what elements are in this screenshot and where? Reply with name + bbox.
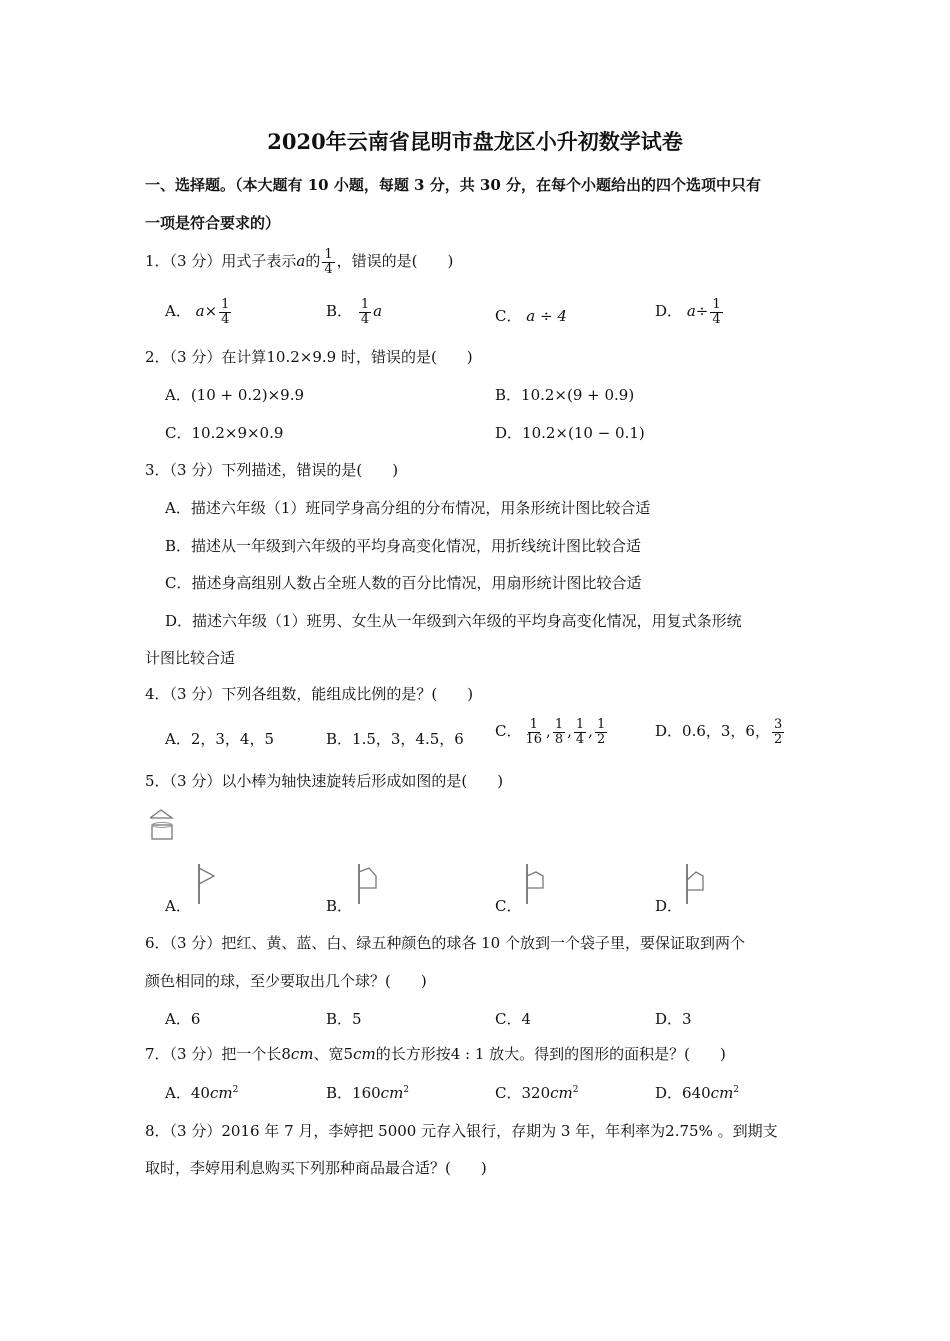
q4-c-frac-3-num: 1 <box>575 717 585 732</box>
flag-pentagon-icon[interactable] <box>354 862 382 906</box>
q2-option-b[interactable]: B．10.2×(9 + 0.9) <box>495 386 635 404</box>
q1-option-b-den: 4 <box>360 311 370 327</box>
q1-option-c-label: C． <box>495 307 522 325</box>
q7-option-b-value: 160 <box>352 1084 381 1102</box>
q1-frac-den: 4 <box>324 261 333 277</box>
q6-option-c[interactable]: C．4 <box>495 1010 532 1028</box>
question-3-stem: 3．（3 分）下列描述，错误的是( ) <box>145 461 399 479</box>
q7-option-b-exp: 2 <box>403 1085 410 1095</box>
q1-option-d-frac <box>710 298 722 326</box>
q1-option-d-num: 1 <box>712 297 721 312</box>
q7-option-d-unit: cm <box>710 1084 734 1102</box>
q3-option-d-line2[interactable]: 计图比较合适 <box>145 649 236 667</box>
section-heading-line1: 一、选择题。（本大题有 10 小题，每题 3 分，共 30 分，在每个小题给出的四个选项中只有 <box>145 176 762 194</box>
q4-c-frac-1 <box>523 718 544 746</box>
q6-option-d[interactable]: D．3 <box>655 1010 692 1028</box>
q1-option-a[interactable] <box>165 298 233 326</box>
q6-option-b[interactable]: B．5 <box>326 1010 362 1028</box>
q1-option-a-var: a <box>195 302 205 321</box>
q4-option-d[interactable] <box>655 718 786 746</box>
q7-option-a[interactable] <box>165 1082 238 1103</box>
q4-c-frac-2 <box>553 718 565 746</box>
q5-option-c[interactable]: C． <box>495 897 522 915</box>
q7-option-a-value: 40 <box>190 1084 210 1102</box>
q4-c-sep-2: , <box>567 722 572 741</box>
q7-option-d-exp: 2 <box>733 1085 740 1095</box>
q1-stem-text-c: ，错误的是( ) <box>336 252 454 271</box>
question-8-stem-line2: 取时，李婷用利息购买下列那种商品最合适？( ) <box>145 1159 487 1177</box>
q7-unit-1: cm <box>290 1045 314 1063</box>
q7-option-c-value: 320 <box>521 1084 551 1102</box>
flag-triangle-icon[interactable] <box>194 862 220 906</box>
question-4-stem: 4．（3 分）下列各组数，能组成比例的是？( ) <box>145 685 474 703</box>
q7-option-a-label: A． <box>165 1084 191 1102</box>
q7-width: 5 <box>343 1045 354 1063</box>
q2-option-c[interactable]: C．10.2×9×0.9 <box>165 424 284 442</box>
q4-c-frac-1-num: 1 <box>529 717 538 732</box>
q7-option-c-label: C． <box>495 1084 522 1102</box>
q5-option-d[interactable]: D． <box>655 897 683 915</box>
q3-option-b[interactable]: B．描述从一年级到六年级的平均身高变化情况，用折线统计图比较合适 <box>165 537 642 555</box>
q1-option-b[interactable] <box>326 298 382 326</box>
q5-option-b[interactable]: B． <box>326 897 353 915</box>
q2-option-d[interactable]: D．10.2×(10 − 0.1) <box>495 424 645 442</box>
q1-option-b-var: a <box>373 302 383 321</box>
q7-stem-b: 、宽 <box>313 1045 344 1063</box>
page-title: 2020年云南省昆明市盘龙区小升初数学试卷 <box>267 129 683 154</box>
q7-option-d-value: 640 <box>682 1084 711 1102</box>
q1-option-a-op: × <box>204 302 218 321</box>
q1-option-c[interactable] <box>495 305 567 326</box>
question-7-stem <box>145 1043 726 1064</box>
q7-option-c[interactable] <box>495 1082 578 1103</box>
q7-option-b-label: B． <box>326 1084 353 1102</box>
q3-option-d-line1[interactable]: D．描述六年级（1）班男、女生从一年级到六年级的平均身高变化情况，用复式条形统 <box>165 612 742 630</box>
solid-figure-icon <box>146 806 178 842</box>
q4-c-frac-2-den: 8 <box>554 731 564 747</box>
q4-c-frac-3-den: 4 <box>575 731 585 747</box>
q4-c-frac-2-num: 1 <box>554 717 564 732</box>
q4-option-d-text: D．0.6，3，6， <box>655 722 770 741</box>
question-8-stem-line1: 8．（3 分）2016 年 7 月，李婷把 5000 元存入银行，存期为 3 年，年利率为2.75% 。到期支 <box>145 1122 778 1140</box>
q1-option-a-frac <box>219 298 231 326</box>
q2-option-a[interactable]: A．(10 + 0.2)×9.9 <box>165 386 305 404</box>
q4-c-frac-4 <box>595 718 607 746</box>
q7-unit-2: cm <box>353 1045 376 1063</box>
q1-stem-text-a: 1．（3 分）用式子表示 <box>145 252 297 271</box>
q7-stem-a: 7．（3 分）把一个长 <box>145 1045 282 1063</box>
q7-length: 8 <box>281 1045 291 1063</box>
question-2-stem: 2．（3 分）在计算10.2×9.9 时，错误的是( ) <box>145 348 473 366</box>
q4-option-d-frac <box>772 718 784 746</box>
q7-option-d-label: D． <box>655 1084 683 1102</box>
q7-option-b[interactable] <box>326 1082 409 1103</box>
q1-option-a-num: 1 <box>221 297 230 312</box>
q7-option-d[interactable] <box>655 1082 739 1103</box>
q1-option-c-text: a ÷ 4 <box>526 307 567 325</box>
q7-option-a-unit: cm <box>209 1084 233 1102</box>
question-6-stem-line1: 6．（3 分）把红、黄、蓝、白、绿五种颜色的球各 10 个放到一个袋子里，要保证取到两个 <box>145 934 745 952</box>
flag-house-icon[interactable] <box>682 862 710 906</box>
q1-option-b-label: B． <box>326 302 353 321</box>
q1-option-d-var: a <box>686 302 696 321</box>
q1-option-b-num: 1 <box>360 297 370 312</box>
q1-frac-num: 1 <box>324 247 333 262</box>
q1-variable: a <box>296 252 306 271</box>
q1-stem-text-b: 的 <box>305 252 321 271</box>
q3-option-a[interactable]: A．描述六年级（1）班同学身高分组的分布情况，用条形统计图比较合适 <box>165 499 651 517</box>
q1-fraction <box>322 248 334 276</box>
q4-option-a[interactable]: A．2，3，4，5 <box>165 730 275 748</box>
q1-option-d-label: D． <box>655 302 683 321</box>
section-heading-line2: 一项是符合要求的） <box>145 214 281 232</box>
question-5-stem: 5．（3 分）以小棒为轴快速旋转后形成如图的是( ) <box>145 772 504 790</box>
q4-option-c-label: C． <box>495 722 522 741</box>
flag-rectangle-icon[interactable] <box>522 862 550 906</box>
q7-option-c-exp: 2 <box>572 1085 579 1095</box>
q4-c-sep-3: , <box>588 722 593 741</box>
q4-c-frac-1-den: 16 <box>525 731 543 747</box>
q1-option-a-label: A． <box>165 302 191 321</box>
q7-option-c-unit: cm <box>550 1084 573 1102</box>
q4-option-d-den: 2 <box>773 731 783 747</box>
q5-option-a[interactable]: A． <box>165 897 191 915</box>
q4-c-frac-4-num: 1 <box>596 717 606 732</box>
question-6-stem-line2: 颜色相同的球，至少要取出几个球？( ) <box>145 972 427 990</box>
q3-option-c[interactable]: C．描述身高组别人数占全班人数的百分比情况，用扇形统计图比较合适 <box>165 574 642 592</box>
q1-option-d-den: 4 <box>712 311 721 327</box>
q4-option-b[interactable]: B．1.5，3，4.5，6 <box>326 730 464 748</box>
q6-option-a[interactable]: A．6 <box>165 1010 201 1028</box>
q7-stem-c: 的长方形按4 : 1 放大。得到的图形的面积是？( ) <box>375 1045 726 1063</box>
q4-option-c[interactable] <box>495 718 609 746</box>
q1-option-b-frac <box>359 298 371 326</box>
q1-option-d[interactable] <box>655 298 725 326</box>
question-1-stem <box>145 248 453 276</box>
q7-option-a-exp: 2 <box>232 1085 239 1095</box>
q4-c-frac-3 <box>574 718 586 746</box>
q7-option-b-unit: cm <box>380 1084 404 1102</box>
q4-c-sep-1: , <box>546 722 551 741</box>
q1-option-a-den: 4 <box>221 311 230 327</box>
q4-c-frac-4-den: 2 <box>596 731 606 747</box>
q1-option-d-op: ÷ <box>695 302 709 321</box>
q4-option-d-num: 3 <box>773 717 783 732</box>
